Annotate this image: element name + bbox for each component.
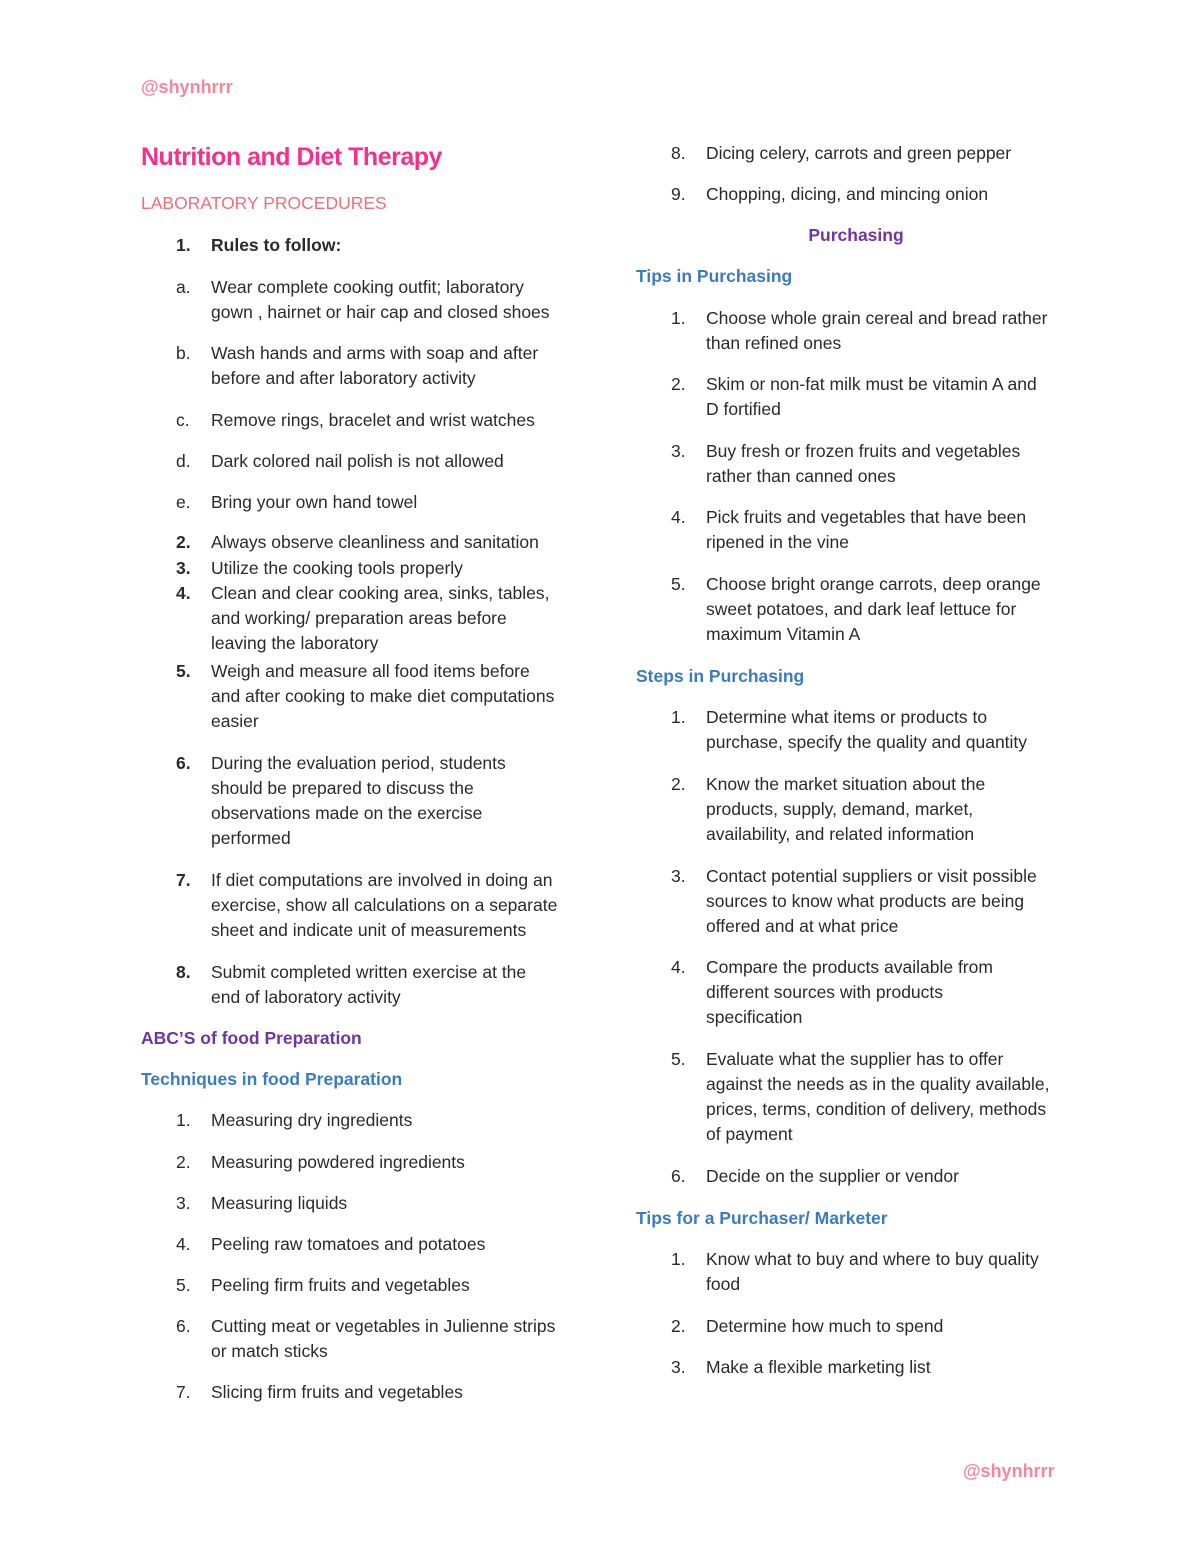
list-marker: 8. [176,962,191,982]
list-item [636,1355,1076,1380]
list-item-text [706,1247,1076,1297]
list-item [141,659,581,734]
list-marker: 2. [671,374,686,394]
list-item [636,772,1076,847]
text-line: purchase, specify the quality and quantity [706,732,1028,752]
list-marker: 7. [176,870,191,890]
text-line: food [706,1274,741,1294]
list-item-text [211,1273,581,1298]
text-line: of payment [706,1124,793,1144]
list-item [636,864,1076,939]
list-item [141,1314,581,1364]
list-item [141,1273,581,1298]
list-item-text [706,1314,1076,1339]
list-item-text [706,182,1076,207]
list-marker: 1. [671,707,686,727]
text-line: Contact potential suppliers or visit possible [706,866,1037,886]
list-marker: 9. [671,184,686,204]
list-item-text [706,1047,1076,1147]
text-line: Determine how much to spend [706,1316,944,1336]
text-line: offered and at what price [706,916,899,936]
list-item [141,868,581,943]
list-marker: 1. [176,1110,191,1130]
list-marker: 3. [671,441,686,461]
list-marker: 3. [671,866,686,886]
text-line: products, supply, demand, market, [706,799,974,819]
list-item [636,1314,1076,1339]
list-marker: 3. [176,1193,191,1213]
text-line: Wash hands and arms with soap and after [211,343,539,363]
list-item-text [706,772,1076,847]
text-line: Make a flexible marketing list [706,1357,931,1377]
text-line: Compare the products available from [706,957,993,977]
steps-heading: Steps in Purchasing [636,666,805,686]
text-line: Measuring liquids [211,1193,348,1213]
text-line: Determine what items or products to [706,707,988,727]
tips-heading: Tips in Purchasing [636,266,793,286]
list-item-text [211,751,581,851]
text-line: rather than canned ones [706,466,896,486]
list-item [141,960,581,1010]
text-line: and working/ preparation areas before [211,608,507,628]
list-item-text [211,1108,581,1133]
list-item-text [211,1232,581,1257]
text-line: exercise, show all calculations on a separate [211,895,558,915]
text-line: Know what to buy and where to buy quality [706,1249,1039,1269]
text-line: Submit completed written exercise at the [211,962,527,982]
text-line: Measuring dry ingredients [211,1110,413,1130]
list-marker: c. [176,410,190,430]
text-line: Evaluate what the supplier has to offer [706,1049,1004,1069]
list-marker: 3. [176,558,191,578]
text-line: Choose whole grain cereal and bread rather [706,308,1048,328]
text-line: leaving the laboratory [211,633,379,653]
list-item [141,1380,581,1405]
list-item [141,449,581,474]
list-item [141,581,581,656]
purchaser-heading: Tips for a Purchaser/ Marketer [636,1208,888,1228]
list-marker: 4. [176,1234,191,1254]
purchasing-heading: Purchasing [808,225,904,245]
text-line: availability, and related information [706,824,975,844]
text-line: Cutting meat or vegetables in Julienne strips [211,1316,556,1336]
list-item [636,1164,1076,1189]
list-item-text [706,505,1076,555]
list-marker: e. [176,492,191,512]
text-line: ripened in the vine [706,532,850,552]
list-marker: a. [176,277,191,297]
list-item-text [706,439,1076,489]
text-line: Peeling firm fruits and vegetables [211,1275,470,1295]
list-item [636,955,1076,1030]
list-item-text [211,581,581,656]
list-item [636,439,1076,489]
list-item-text [211,408,581,433]
text-line: Wear complete cooking outfit; laboratory [211,277,524,297]
list-item [141,275,581,325]
text-line: prices, terms, condition of delivery, methods [706,1099,1047,1119]
list-item-text [706,864,1076,939]
list-item [636,141,1076,166]
list-item [141,1232,581,1257]
list-marker: 4. [671,507,686,527]
text-line: against the needs as in the quality available, [706,1074,1050,1094]
list-item-text [706,141,1076,166]
text-line: Remove rings, bracelet and wrist watches [211,410,535,430]
list-marker: 2. [176,532,191,552]
text-line: Pick fruits and vegetables that have been [706,507,1027,527]
list-item [141,1150,581,1175]
text-line: Clean and clear cooking area, sinks, tables, [211,583,550,603]
document-title: Nutrition and Diet Therapy [141,143,442,171]
abc-heading: ABC’S of food Preparation [141,1028,362,1048]
text-line: different sources with products [706,982,944,1002]
text-line: before and after laboratory activity [211,368,476,388]
text-line: performed [211,828,291,848]
list-marker: 5. [671,1049,686,1069]
list-item [636,572,1076,647]
list-item-text [211,530,581,555]
text-line: If diet computations are involved in doing an [211,870,553,890]
list-item [636,306,1076,356]
list-item-text [706,705,1076,755]
list-item [141,530,581,555]
list-item-text [706,1164,1076,1189]
list-marker: 4. [671,957,686,977]
text-line: end of laboratory activity [211,987,401,1007]
list-item-text [211,1314,581,1364]
text-line: and after cooking to make diet computations [211,686,555,706]
list-item-text [211,960,581,1010]
text-line: Dicing celery, carrots and green pepper [706,143,1012,163]
list-item [141,408,581,433]
list-marker: 8. [671,143,686,163]
text-line: should be prepared to discuss the [211,778,474,798]
lab-procedures-heading: LABORATORY PROCEDURES [141,193,387,213]
text-line: Buy fresh or frozen fruits and vegetables [706,441,1021,461]
list-marker: d. [176,451,191,471]
list-item-text [211,1380,581,1405]
text-line: Measuring powdered ingredients [211,1152,465,1172]
list-marker: 2. [176,1152,191,1172]
list-item [636,1247,1076,1297]
text-line: Skim or non-fat milk must be vitamin A and [706,374,1037,394]
text-line: Bring your own hand towel [211,492,418,512]
list-marker: b. [176,343,191,363]
text-line: Weigh and measure all food items before [211,661,530,681]
text-line: specification [706,1007,803,1027]
list-marker: 7. [176,1382,191,1402]
text-line: During the evaluation period, students [211,753,506,773]
text-line: Always observe cleanliness and sanitation [211,532,539,552]
techniques-heading: Techniques in food Preparation [141,1069,403,1089]
text-line: sheet and indicate unit of measurements [211,920,527,940]
text-line: Know the market situation about the [706,774,986,794]
text-line: Choose bright orange carrots, deep orange [706,574,1041,594]
list-marker: 5. [176,661,191,681]
list-item [141,751,581,851]
list-item-text [211,556,581,581]
list-item [141,556,581,581]
list-item-text [706,372,1076,422]
text-line: maximum Vitamin A [706,624,861,644]
list-item [636,1047,1076,1147]
list-item-text [211,868,581,943]
text-line: Dark colored nail polish is not allowed [211,451,504,471]
list-item [636,705,1076,755]
list-item-text [211,275,581,325]
list-marker: 5. [176,1275,191,1295]
list-marker: 6. [671,1166,686,1186]
list-marker: 1. [671,1249,686,1269]
watermark-top: @shynhrrr [141,77,233,97]
text-line: Peeling raw tomatoes and potatoes [211,1234,486,1254]
text-line: gown , hairnet or hair cap and closed shoes [211,302,550,322]
list-item [141,1108,581,1133]
list-item-text [706,1355,1076,1380]
text-line: Slicing firm fruits and vegetables [211,1382,463,1402]
text-line: Utilize the cooking tools properly [211,558,463,578]
list-marker: 4. [176,583,191,603]
list-marker: 5. [671,574,686,594]
list-item [636,372,1076,422]
list-marker: 6. [176,1316,191,1336]
text-line: Decide on the supplier or vendor [706,1166,959,1186]
list-marker: 1. [671,308,686,328]
list-item-text [706,572,1076,647]
text-line: Chopping, dicing, and mincing onion [706,184,989,204]
list-item-text [211,490,581,515]
list-item-text [706,955,1076,1030]
list-item-text [211,341,581,391]
list-marker: 3. [671,1357,686,1377]
text-line: D fortified [706,399,781,419]
list-marker: 2. [671,774,686,794]
text-line: observations made on the exercise [211,803,483,823]
text-line: or match sticks [211,1341,328,1361]
text-line: than refined ones [706,333,842,353]
text-line: sweet potatoes, and dark leaf lettuce for [706,599,1017,619]
text-line: sources to know what products are being [706,891,1025,911]
list-marker: 6. [176,753,191,773]
list-item [141,1191,581,1216]
text-line: easier [211,711,259,731]
list-item [141,490,581,515]
list-item [636,505,1076,555]
list-item-text [706,306,1076,356]
list-marker: 2. [671,1316,686,1336]
list-marker: 1. [176,235,191,255]
list-item-text [211,1191,581,1216]
list-item-text [211,449,581,474]
rules-label: Rules to follow: [211,235,342,255]
list-item [141,341,581,391]
watermark-bottom: @shynhrrr [963,1461,1055,1481]
list-item-text [211,659,581,734]
list-item [636,182,1076,207]
list-item-text [211,1150,581,1175]
